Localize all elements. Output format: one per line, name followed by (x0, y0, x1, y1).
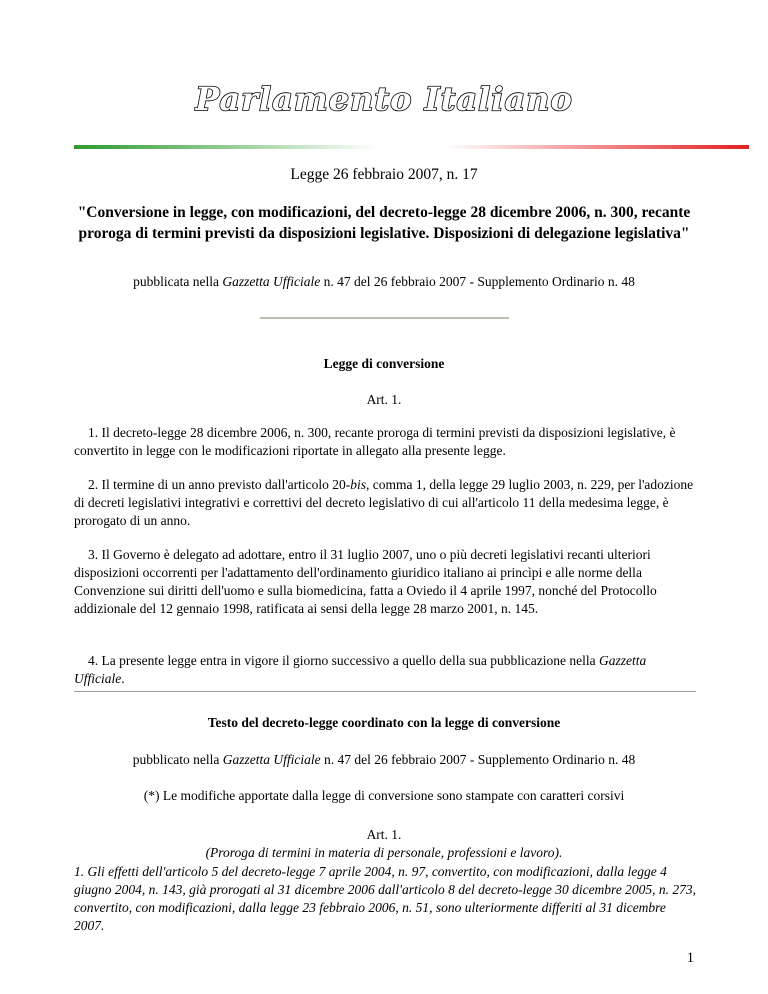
gazette-name-2: Gazzetta Ufficiale (222, 752, 321, 767)
tricolor-rule (74, 145, 749, 149)
paragraph-3: 3. Il Governo è delegato ad adottare, entro il 31 luglio 2007, uno o più decreti legislativi recanti ulteriori disposizioni occorrenti per l'adattamento dell'ordinamento giuridico italiano ai princìpi e alle norme della Convenzione sui diritti dell'uomo e sulla biomedicina, fatta a Oviedo il 4 aprile 1997, nonché del Protocollo addizionale del 12 gennaio 1998, ratificata ai sensi della legge 28 marzo 2001, n. 145. (74, 547, 657, 616)
publication-prefix: pubblicata nella (133, 274, 223, 289)
section-heading-coordinated-text: Testo del decreto-legge coordinato con la legge di conversione (207, 715, 561, 730)
short-divider (260, 317, 509, 319)
publication-prefix-2: pubblicato nella (132, 752, 223, 767)
paragraph-4 (74, 652, 699, 688)
paragraph-4-italic: Gazzetta Ufficiale (74, 653, 647, 686)
paragraph-2-text-b: , comma 1, della legge 29 luglio 2003, n. 229, per l'adozione di decreti legislativi integrativi e correttivi del decreto legislativo di cui all'articolo 11 della medesima legge, è prorogato di un anno. (74, 477, 694, 528)
publication-line-2 (74, 752, 694, 768)
gazette-name: Gazzetta Ufficiale (222, 274, 321, 289)
parliament-logo (0, 76, 768, 122)
page-number: 1 (686, 950, 694, 966)
paragraph-1: 1. Il decreto-legge 28 dicembre 2006, n. 300, recante proroga di termini previsti da disposizioni legislative, è convertito in legge con le modificazioni riportate in allegato alla presente legge. (74, 425, 676, 458)
publication-suffix-2: n. 47 del 26 febbraio 2007 - Supplemento Ordinario n. 48 (320, 752, 636, 767)
article-number: Art. 1. (366, 392, 402, 407)
article-block-2 (74, 826, 694, 862)
publication-line (74, 274, 694, 290)
article-number-2: Art. 1. (366, 827, 402, 842)
paragraph-4-text-b: . (121, 671, 125, 686)
logo-text: Parlamento Italiano (195, 80, 573, 118)
law-subtitle: "Conversione in legge, con modificazioni, del decreto-legge 28 dicembre 2006, n. 300, recante proroga di termini previsti da disposizioni legislative. Disposizioni di delegazione legislativa" (77, 204, 691, 242)
paragraph-4-text-a: 4. La presente legge entra in vigore il giorno successivo a quello della sua pubblicazione nella (88, 653, 599, 668)
section-heading-conversion: Legge di conversione (323, 356, 445, 371)
decree-paragraph-1: 1. Gli effetti dell'articolo 5 del decreto-legge 7 aprile 2004, n. 97, convertito, con modificazioni, dalla legge 4 giugno 2004, n. 143, già prorogati al 31 dicembre 2006 dall'articolo 8 del decreto-legge 30 dicembre 2005, n. 273, convertito, con modificazioni, dalla legge 23 febbraio 2006, n. 51, sono ulteriormente differiti al 31 dicembre 2007. (74, 864, 697, 933)
paragraph-2 (74, 476, 699, 530)
logo-wordmark (194, 76, 574, 122)
section-divider (74, 691, 696, 692)
paragraph-2-text-a: 2. Il termine di un anno previsto dall'articolo 20- (88, 477, 351, 492)
publication-suffix: n. 47 del 26 febbraio 2007 - Supplemento Ordinario n. 48 (320, 274, 635, 289)
italic-changes-note: (*) Le modifiche apportate dalla legge di conversione sono stampate con caratteri corsivi (143, 788, 625, 803)
article-rubric: (Proroga di termini in materia di personale, professioni e lavoro). (205, 845, 563, 860)
paragraph-2-italic: bis (350, 477, 367, 492)
law-title: Legge 26 febbraio 2007, n. 17 (290, 166, 478, 183)
